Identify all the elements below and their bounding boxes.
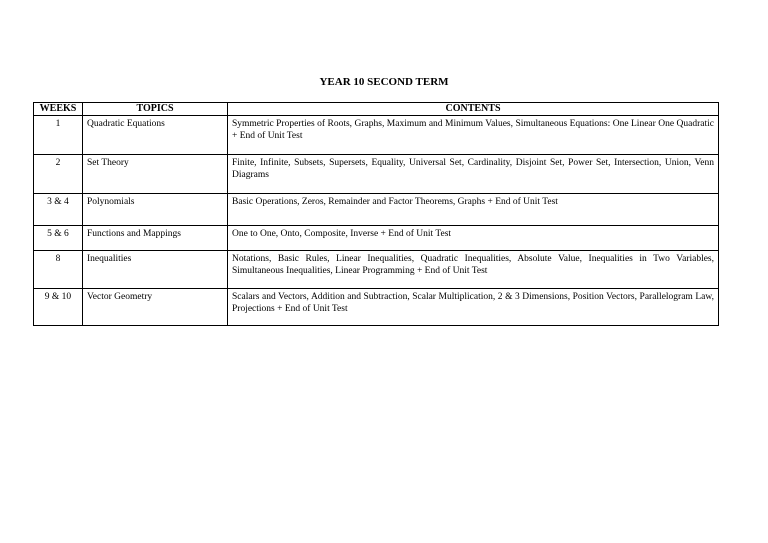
page-title: YEAR 10 SECOND TERM: [319, 76, 449, 88]
topic-value: Polynomials: [87, 197, 135, 207]
weeks-cell: [34, 289, 83, 326]
topic-value: Functions and Mappings: [87, 229, 181, 239]
table-row: [34, 251, 719, 289]
weeks-value: 2: [55, 158, 61, 168]
topic-cell: [83, 226, 228, 251]
topic-value: Vector Geometry: [87, 292, 153, 302]
contents-value: Symmetric Properties of Roots, Graphs, Maximum and Minimum Values, Simultaneous Equations: One Linear One Quadratic + End of Unit Test: [232, 119, 714, 141]
topic-cell: [83, 289, 228, 326]
column-header-topics: TOPICS: [83, 103, 228, 116]
topic-value: Inequalities: [87, 254, 132, 264]
table-header-row: [34, 103, 719, 116]
contents-value: Basic Operations, Zeros, Remainder and Factor Theorems, Graphs + End of Unit Test: [232, 197, 558, 207]
contents-value: Finite, Infinite, Subsets, Supersets, Equality, Universal Set, Cardinality, Disjoint Set, Power Set, Intersection, Union, Venn Diagrams: [232, 158, 714, 180]
topic-value: Quadratic Equations: [87, 119, 165, 129]
weeks-cell: [34, 226, 83, 251]
contents-cell: [228, 251, 719, 289]
weeks-value: 9 & 10: [44, 292, 72, 302]
weeks-cell: [34, 116, 83, 155]
topic-cell: [83, 251, 228, 289]
contents-value: One to One, Onto, Composite, Inverse + End of Unit Test: [232, 229, 452, 239]
topic-cell: [83, 116, 228, 155]
weeks-cell: [34, 194, 83, 226]
contents-cell: [228, 194, 719, 226]
topic-cell: [83, 155, 228, 194]
weeks-value: 5 & 6: [47, 229, 69, 239]
contents-cell: [228, 155, 719, 194]
syllabus-table: [33, 102, 719, 326]
weeks-value: 3 & 4: [47, 197, 69, 207]
column-header-weeks: WEEKS: [34, 103, 83, 116]
contents-cell: [228, 116, 719, 155]
contents-value: Notations, Basic Rules, Linear Inequalities, Quadratic Inequalities, Absolute Value, Inequalities in Two Variables, Simultaneous Inequalities, Linear Programming + End of Unit Test: [232, 254, 714, 276]
weeks-cell: [34, 155, 83, 194]
topic-value: Set Theory: [87, 158, 129, 168]
contents-cell: [228, 289, 719, 326]
table-row: [34, 289, 719, 326]
weeks-cell: [34, 251, 83, 289]
table-row: [34, 226, 719, 251]
column-header-contents: CONTENTS: [228, 103, 719, 116]
table-row: [34, 155, 719, 194]
contents-value: Scalars and Vectors, Addition and Subtraction, Scalar Multiplication, 2 & 3 Dimensions, Position Vectors, Parallelogram Law, Projections + End of Unit Test: [232, 292, 714, 314]
contents-cell: [228, 226, 719, 251]
topic-cell: [83, 194, 228, 226]
weeks-value: 1: [55, 119, 61, 129]
table-row: [34, 116, 719, 155]
weeks-value: 8: [55, 254, 61, 264]
table-row: [34, 194, 719, 226]
